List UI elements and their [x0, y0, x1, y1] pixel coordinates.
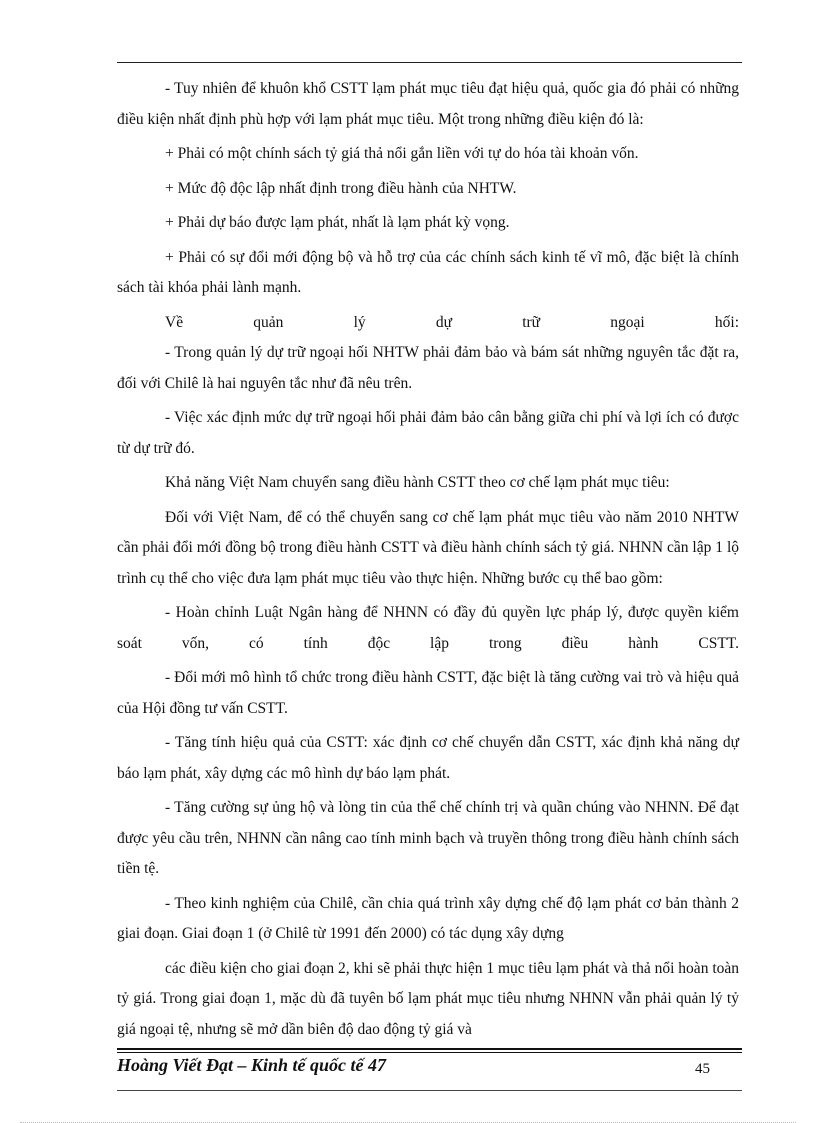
paragraph: + Phải dự báo được lạm phát, nhất là lạm phát kỳ vọng. — [165, 214, 510, 231]
paragraph: - Tăng cường sự ủng hộ và lòng tin của thể chế chính trị và quần chúng vào NHNN. Để đạt được yêu cầu trên, NHNN cần nâng cao tính minh bạch và truyền thông trong điều hành chính sách tiền tệ. — [117, 799, 739, 877]
paragraph: + Mức độ độc lập nhất định trong điều hành của NHTW. — [165, 179, 517, 197]
paragraph: - Tuy nhiên để khuôn khổ CSTT lạm phát mục tiêu đạt hiệu quả, quốc gia đó phải có những điều kiện nhất định phù hợp với lạm phát mục tiêu. Một trong những điều kiện đó là: — [117, 80, 739, 128]
section-heading: Về quản lý dự trữ ngoại hối: — [165, 313, 739, 331]
paragraph: - Đổi mới mô hình tổ chức trong điều hành CSTT, đặc biệt là tăng cường vai trò và hiệu quả của Hội đồng tư vấn CSTT. — [117, 669, 739, 717]
paragraph: + Phải có sự đổi mới động bộ và hỗ trợ của các chính sách kinh tế vĩ mô, đặc biệt là chính sách tài khóa phải lành mạnh. — [117, 248, 739, 296]
page-body — [117, 74, 739, 1045]
paragraph: - Theo kinh nghiệm của Chilê, cần chia quá trình xây dựng chế độ lạm phát cơ bản thành 2 giai đoạn. Giai đoạn 1 (ở Chilê từ 1991 đến 2000) có tác dụng xây dựng — [117, 894, 739, 942]
paragraph: Đối với Việt Nam, để có thể chuyển sang cơ chế lạm phát mục tiêu vào năm 2010 NHTW cần phải đổi mới đồng bộ trong điều hành CSTT và điều hành chính sách tỷ giá. NHNN cần lập 1 lộ trình cụ thể cho việc đưa lạm phát mục tiêu vào thực hiện. Những bước cụ thể bao gồm: — [117, 508, 739, 587]
paragraph: các điều kiện cho giai đoạn 2, khi sẽ phải thực hiện 1 mục tiêu lạm phát và thả nổi hoàn toàn tỷ giá. Trong giai đoạn 1, mặc dù đã tuyên bố lạm phát mục tiêu nhưng NHNN vẫn phải quản lý tỷ giá ngoại tệ, nhưng sẽ mở dần biên độ dao động tỷ giá và — [117, 959, 739, 1038]
paragraph: - Trong quản lý dự trữ ngoại hối NHTW phải đảm bảo và bám sát những nguyên tắc đặt ra, đối với Chilê là hai nguyên tắc như đã nêu trên. — [117, 344, 739, 392]
page-number: 45 — [695, 1061, 710, 1077]
footer-bottom-rule — [117, 1090, 742, 1091]
paragraph: - Việc xác định mức dự trữ ngoại hối phải đảm bảo cân bằng giữa chi phí và lợi ích có được từ dự trữ đó. — [117, 409, 739, 457]
paragraph: - Hoàn chỉnh Luật Ngân hàng để NHNN có đầy đủ quyền lực pháp lý, được quyền kiểm soát vốn, có tính độc lập trong điều hành CSTT. — [117, 604, 739, 652]
footer-author: Hoàng Viết Đạt – Kinh tế quốc tế 47 — [117, 1055, 387, 1075]
paragraph: + Phải có một chính sách tỷ giá thả nổi gắn liền với tự do hóa tài khoản vốn. — [165, 145, 639, 162]
section-heading: Khả năng Việt Nam chuyển sang điều hành CSTT theo cơ chế lạm phát mục tiêu: — [165, 474, 670, 491]
paragraph: - Tăng tính hiệu quả của CSTT: xác định cơ chế chuyển dẫn CSTT, xác định khả năng dự báo lạm phát, xây dựng các mô hình dự báo lạm phát. — [117, 734, 739, 782]
header-rule — [117, 62, 742, 63]
footer-rule — [117, 1048, 742, 1053]
